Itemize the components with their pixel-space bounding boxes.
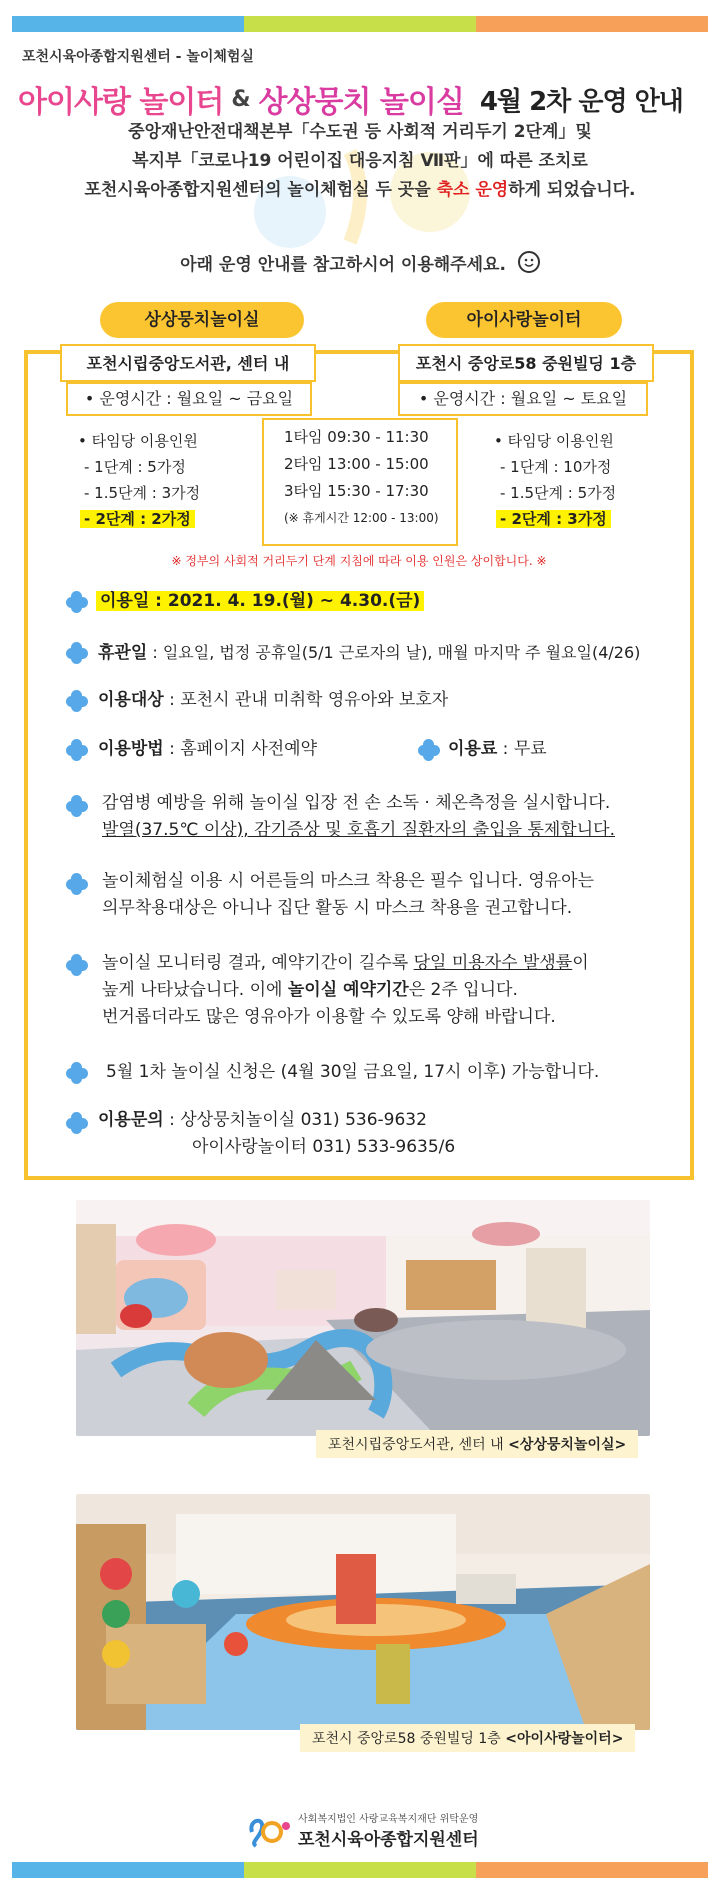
- prevention-note: [102, 790, 682, 844]
- reduced-operation-text: 축소 운영: [436, 180, 509, 200]
- target-label: 이용대상: [98, 690, 164, 710]
- center-logo: [246, 1810, 479, 1850]
- title-month: 4월 2차 운영 안내: [479, 86, 683, 117]
- clover-icon: [66, 1062, 88, 1084]
- photo1-caption-location: 포천시립중앙도서관, 센터 내: [328, 1437, 509, 1453]
- mask-line-1: 놀이체험실 이용 시 어른들의 마스크 착용은 필수 입니다. 영유아는: [102, 871, 595, 891]
- application-note: 5월 1차 놀이실 신청은 (4월 30일 금요일, 17시 이후) 가능합니다.: [106, 1062, 600, 1082]
- capacity-left: [78, 428, 200, 532]
- capacity-step2: - 2단계 : 2가정: [80, 510, 195, 528]
- org-label: 포천시육아종합지원센터 - 놀이체험실: [22, 49, 254, 65]
- title-playroom: 상상뭉치 놀이실: [258, 85, 464, 120]
- bottom-color-bar: [12, 1862, 708, 1878]
- time-slot-1: 1타임 09:30 - 11:30: [284, 428, 429, 446]
- closed-days-label: 휴관일: [98, 643, 148, 663]
- hours-right: • 운영시간 : 월요일 ~ 토요일: [398, 382, 648, 416]
- footer-center-name: 포천시육아종합지원센터: [298, 1830, 479, 1850]
- monitoring-note: [102, 950, 682, 1031]
- fee-label: 이용료: [448, 739, 498, 759]
- monitor-line-2: 높게 나타났습니다. 이에: [102, 980, 288, 1000]
- method-label: 이용방법: [98, 739, 164, 759]
- clover-icon: [66, 1112, 88, 1134]
- mask-note: [102, 868, 682, 922]
- clover-icon: [66, 739, 88, 761]
- capacity-step1: - 1단계 : 5가정: [84, 458, 186, 476]
- usage-fee: [448, 736, 547, 763]
- monitor-line-1-end: 이: [572, 953, 589, 973]
- location-left: 포천시립중앙도서관, 센터 내: [60, 344, 316, 382]
- clover-icon: [66, 690, 88, 712]
- contact-label: 이용문의: [98, 1110, 164, 1130]
- photo2-caption: [300, 1724, 635, 1752]
- smiley-icon: [518, 251, 540, 273]
- clover-icon: [418, 739, 440, 761]
- time-slots: [262, 418, 458, 546]
- photo2-caption-location: 포천시 중앙로58 중원빌딩 1층: [312, 1731, 506, 1747]
- hours-left: • 운영시간 : 월요일 ~ 금요일: [66, 382, 312, 416]
- footer-foundation-text: 사회복지법인 사랑교육복지재단 위탁운영: [298, 1814, 479, 1825]
- intro-line-3: [20, 176, 700, 205]
- room-name-left: 상상뭉치놀이실: [100, 302, 304, 338]
- contact-line-2: 아이사랑놀이터 031) 533-9635/6: [192, 1137, 456, 1157]
- playground-photo: [76, 1494, 650, 1730]
- break-time-note: (※ 휴게시간 12:00 - 13:00): [284, 511, 439, 525]
- intro-line-4: [20, 250, 700, 275]
- contact-info: [98, 1107, 455, 1161]
- playroom-photo: [76, 1200, 650, 1436]
- clover-icon: [66, 873, 88, 895]
- mask-line-2: 의무착용대상은 아니나 집단 활동 시 마스크 착용을 권고합니다.: [102, 898, 573, 918]
- photo1-caption: [316, 1430, 638, 1458]
- prevention-line-2: 발열(37.5℃ 이상), 감기증상 및 호흡기 질환자의 출입을 통제합니다.: [102, 820, 615, 840]
- capacity-right: [494, 428, 616, 532]
- intro-line-2: 복지부「코로나19 어린이집 대응지침 Ⅶ판」에 따른 조치로: [132, 151, 588, 171]
- capacity-title: • 타임당 이용인원: [494, 432, 614, 450]
- capacity-step15: - 1.5단계 : 3가정: [84, 484, 201, 502]
- top-color-bar: [12, 16, 708, 32]
- intro-line-3-end: 하게 되었습니다.: [508, 180, 636, 200]
- title-ampersand: &: [231, 86, 251, 112]
- monitor-noshow-rate: 당일 미용자수 발생률: [413, 953, 573, 973]
- clover-icon: [66, 795, 88, 817]
- reservation-period: 놀이실 예약기간: [287, 980, 409, 1000]
- intro-line-1: 중앙재난안전대책본부「수도권 등 사회적 거리두기 2단계」및: [128, 122, 592, 142]
- method-value: : 홈페이지 사전예약: [163, 739, 318, 759]
- time-slot-3: 3타임 15:30 - 17:30: [284, 482, 429, 500]
- capacity-step15: - 1.5단계 : 5가정: [500, 484, 617, 502]
- photo1-caption-name: <상상뭉치놀이실>: [508, 1437, 627, 1453]
- clover-icon: [66, 954, 88, 976]
- target-value: : 포천시 관내 미취학 영유아와 보호자: [163, 690, 449, 710]
- prevention-line-1: 감염병 예방을 위해 놀이실 입장 전 손 소독 · 체온측정을 실시합니다.: [102, 793, 611, 813]
- intro-line-4-text: 아래 운영 안내를 참고하시어 이용해주세요.: [180, 255, 506, 275]
- contact-line-1: : 상상뭉치놀이실 031) 536-9632: [163, 1110, 427, 1130]
- intro-line-3-text: 포천시육아종합지원센터의 놀이체험실 두 곳을: [84, 180, 437, 200]
- capacity-step1: - 1단계 : 10가정: [500, 458, 612, 476]
- title-playground: 아이사랑 놀이터: [18, 85, 224, 120]
- closed-days-value: : 일요일, 법정 공휴일(5/1 근로자의 날), 매월 마지막 주 월요일(4/26): [147, 643, 641, 662]
- fee-value: : 무료: [497, 739, 547, 759]
- capacity-warning: ※ 정부의 사회적 거리두기 단계 지침에 따라 이용 인원은 상이합니다. ※: [171, 554, 547, 568]
- capacity-title: • 타임당 이용인원: [78, 432, 198, 450]
- reservation-method: [98, 736, 317, 763]
- capacity-step2: - 2단계 : 3가정: [496, 510, 611, 528]
- closed-days: [98, 639, 640, 667]
- center-logo-icon: [246, 1812, 292, 1848]
- time-slot-2: 2타임 13:00 - 15:00: [284, 455, 429, 473]
- clover-icon: [66, 642, 88, 664]
- usage-date-text: 이용일 : 2021. 4. 19.(월) ~ 4.30.(금): [96, 591, 424, 611]
- location-right: 포천시 중앙로58 중원빌딩 1층: [398, 344, 654, 382]
- room-name-right: 아이사랑놀이터: [426, 302, 622, 338]
- monitor-line-3: 번거롭더라도 많은 영유아가 이용할 수 있도록 양해 바랍니다.: [102, 1007, 556, 1027]
- clover-icon: [66, 591, 88, 613]
- monitor-line-2-end: 은 2주 입니다.: [408, 980, 518, 1000]
- page-title: [18, 74, 708, 124]
- photo2-caption-name: <아이사랑놀이터>: [505, 1731, 624, 1747]
- monitor-line-1: 놀이실 모니터링 결과, 예약기간이 길수록: [102, 953, 414, 973]
- usage-date: [96, 588, 424, 615]
- target-users: [98, 687, 448, 714]
